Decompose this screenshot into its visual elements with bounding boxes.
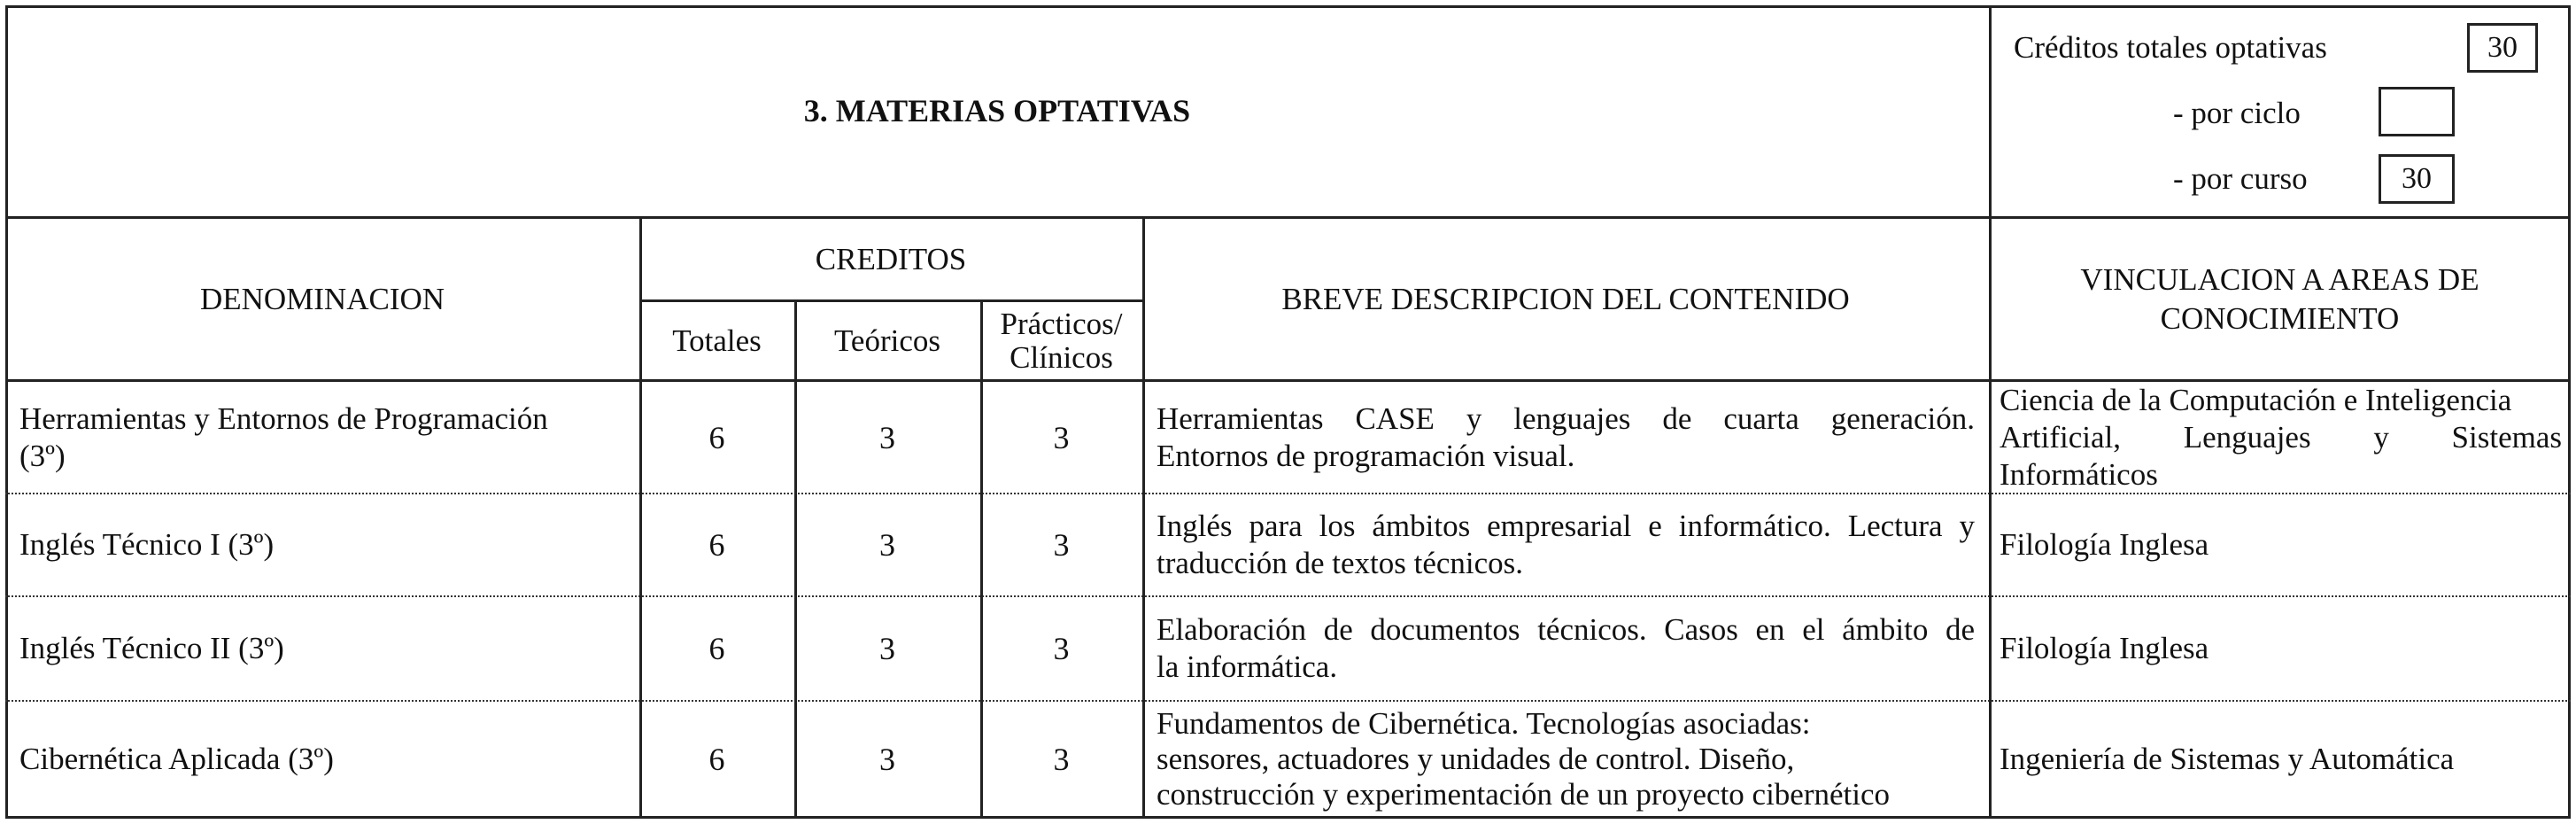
row-2-desc-line-1: Inglés para los ámbitos empresarial e informático. Lectura y bbox=[1156, 509, 1975, 543]
per-cycle-label bbox=[2161, 90, 2373, 136]
per-course-label bbox=[2161, 156, 2373, 202]
row-2-teoricos bbox=[794, 494, 980, 595]
row-3-practicos bbox=[980, 597, 1142, 700]
row-1-area bbox=[1989, 382, 2571, 493]
row-4-teoricos bbox=[794, 702, 980, 816]
column-header-practicos bbox=[980, 302, 1142, 379]
credits-total-box bbox=[2467, 23, 2538, 73]
per-course-label-text: - por curso bbox=[2173, 161, 2308, 196]
row-3-desc-line-2: la informática. bbox=[1156, 649, 1338, 684]
row-4-area-line-1: Ingeniería de Sistemas y Automática bbox=[2000, 741, 2455, 776]
table-row-3-name bbox=[5, 597, 639, 700]
column-header-practicos-text: Prácticos/ bbox=[1000, 306, 1123, 341]
row-1-name-line-2: (3º) bbox=[19, 438, 66, 473]
row-2-teoricos-value: 3 bbox=[879, 527, 895, 563]
row-4-area bbox=[1989, 702, 2571, 816]
row-1-teoricos bbox=[794, 382, 980, 493]
credits-total-label bbox=[2003, 25, 2375, 71]
row-1-area-line-1: Ciencia de la Computación e Inteligencia bbox=[2000, 382, 2512, 417]
row-4-practicos-value: 3 bbox=[1053, 741, 1070, 777]
row-3-desc-line-1: Elaboración de documentos técnicos. Casos en el ámbito de bbox=[1156, 612, 1975, 647]
row-2-area bbox=[1989, 494, 2571, 595]
row-4-desc-line-2: sensores, actuadores y unidades de control. Diseño, bbox=[1156, 741, 1795, 776]
row-3-area-line-1: Filología Inglesa bbox=[2000, 631, 2209, 665]
row-4-description bbox=[1142, 702, 1989, 816]
column-header-vinculacion-line-1: VINCULACION A AREAS DE bbox=[2080, 261, 2479, 297]
column-header-creditos-text: CREDITOS bbox=[815, 241, 967, 276]
per-cycle-box bbox=[2379, 87, 2455, 136]
row-1-area-line-3: Informáticos bbox=[2000, 456, 2158, 492]
row-3-totales bbox=[639, 597, 794, 700]
row-1-desc-line-2: Entornos de programación visual. bbox=[1156, 438, 1575, 473]
row-3-area bbox=[1989, 597, 2571, 700]
column-header-vinculacion bbox=[1989, 219, 2571, 379]
row-3-teoricos-value: 3 bbox=[879, 631, 895, 666]
row-1-totales-value: 6 bbox=[708, 419, 725, 455]
row-1-practicos bbox=[980, 382, 1142, 493]
row-2-name-line-1: Inglés Técnico I (3º) bbox=[19, 527, 275, 562]
row-1-teoricos-value: 3 bbox=[879, 419, 895, 455]
page-title-text: 3. MATERIAS OPTATIVAS bbox=[803, 93, 1191, 128]
per-course-value: 30 bbox=[2402, 162, 2432, 195]
table-row-1-name bbox=[5, 382, 639, 493]
row-4-practicos bbox=[980, 702, 1142, 816]
row-1-description bbox=[1142, 382, 1989, 493]
page-title bbox=[5, 5, 1989, 216]
row-3-description bbox=[1142, 597, 1989, 700]
column-header-creditos bbox=[639, 219, 1142, 299]
row-1-practicos-value: 3 bbox=[1053, 419, 1070, 455]
row-1-desc-line-1: Herramientas CASE y lenguajes de cuarta generación. bbox=[1156, 400, 1975, 436]
column-header-teoricos-text: Teóricos bbox=[833, 323, 940, 358]
row-1-totales bbox=[639, 382, 794, 493]
credits-total-label-text: Créditos totales optativas bbox=[2014, 30, 2327, 65]
column-header-denominacion bbox=[5, 219, 639, 379]
row-2-desc-line-2: traducción de textos técnicos. bbox=[1156, 546, 1524, 580]
row-4-totales-value: 6 bbox=[708, 741, 725, 777]
row-4-desc-line-1: Fundamentos de Cibernética. Tecnologías asociadas: bbox=[1156, 705, 1811, 741]
row-2-totales bbox=[639, 494, 794, 595]
row-4-name-line-1: Cibernética Aplicada (3º) bbox=[19, 741, 334, 776]
row-1-name-line-1: Herramientas y Entornos de Programación bbox=[19, 400, 548, 436]
column-header-vinculacion-line-2: CONOCIMIENTO bbox=[2160, 300, 2400, 336]
row-3-name-line-1: Inglés Técnico II (3º) bbox=[19, 631, 284, 665]
column-header-clinicos-text: Clínicos bbox=[1010, 339, 1113, 375]
column-header-teoricos bbox=[794, 302, 980, 379]
row-2-practicos bbox=[980, 494, 1142, 595]
row-3-teoricos bbox=[794, 597, 980, 700]
per-course-box bbox=[2379, 154, 2455, 204]
row-1-area-line-2: Artificial, Lenguajes y Sistemas bbox=[2000, 419, 2562, 455]
row-2-area-line-1: Filología Inglesa bbox=[2000, 527, 2209, 562]
row-4-teoricos-value: 3 bbox=[879, 741, 895, 777]
credits-total-value: 30 bbox=[2487, 31, 2518, 64]
column-header-descripcion-text: BREVE DESCRIPCION DEL CONTENIDO bbox=[1281, 281, 1850, 316]
column-header-totales bbox=[639, 302, 794, 379]
row-4-totales bbox=[639, 702, 794, 816]
row-2-practicos-value: 3 bbox=[1053, 527, 1070, 563]
row-3-totales-value: 6 bbox=[708, 631, 725, 666]
column-header-denominacion-text: DENOMINACION bbox=[199, 281, 445, 316]
column-header-totales-text: Totales bbox=[672, 323, 762, 358]
row-3-practicos-value: 3 bbox=[1053, 631, 1070, 666]
row-2-description bbox=[1142, 494, 1989, 595]
row-4-desc-line-3: construcción y experimentación de un proyecto cibernético bbox=[1156, 776, 1891, 812]
table-row-4-name bbox=[5, 702, 639, 816]
per-cycle-label-text: - por ciclo bbox=[2173, 96, 2301, 130]
table-row-2-name bbox=[5, 494, 639, 595]
row-2-totales-value: 6 bbox=[708, 527, 725, 563]
column-header-descripcion bbox=[1142, 219, 1989, 379]
